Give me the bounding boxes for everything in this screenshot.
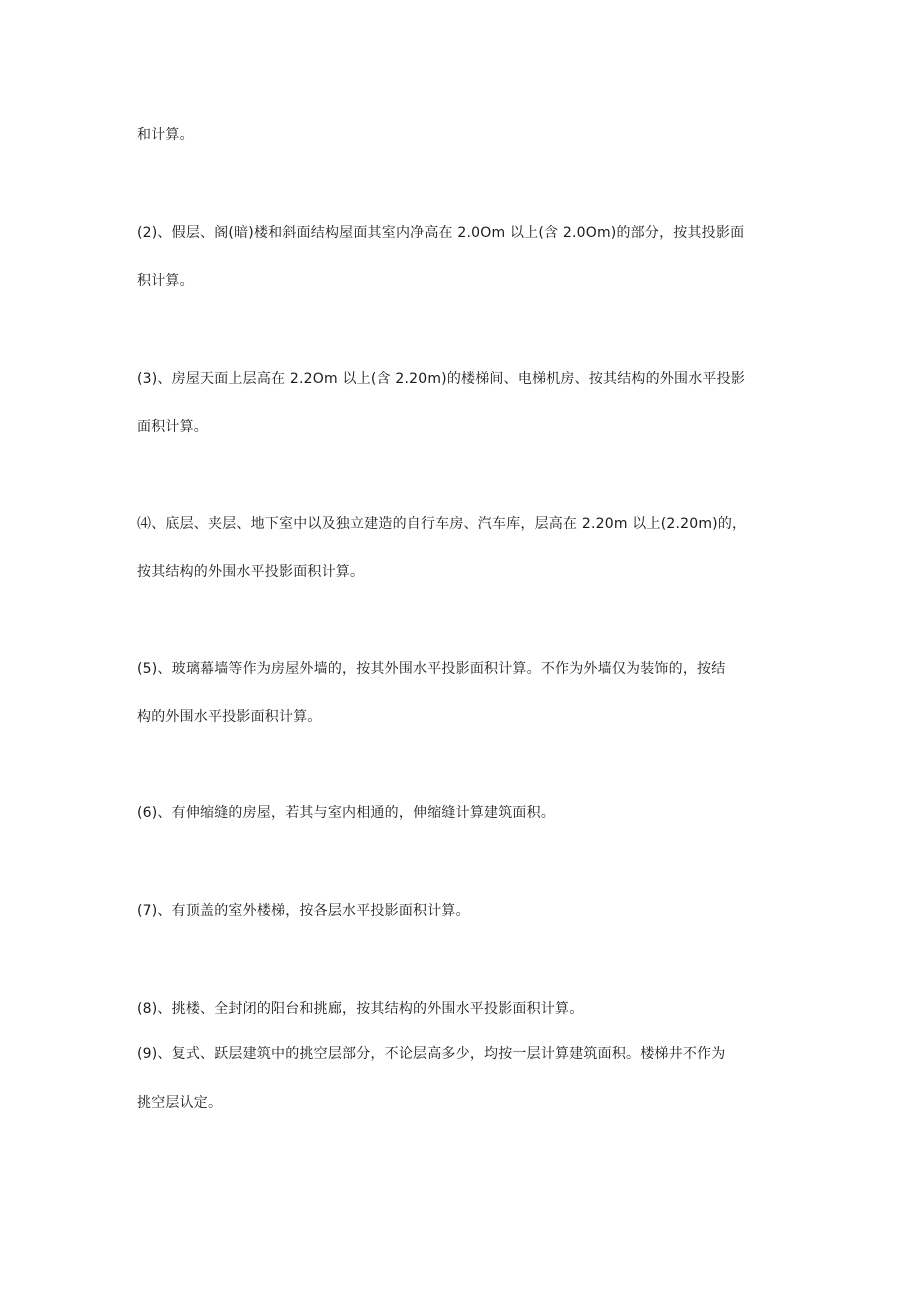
text-line-item-2-cont: 积计算。 bbox=[137, 273, 194, 289]
text-line-item-5: (5)、玻璃幕墙等作为房屋外墙的，按其外围水平投影面积计算。不作为外墙仅为装饰的，按结 bbox=[137, 661, 726, 677]
text-line-item-3: (3)、房屋天面上层高在 2.2Om 以上(含 2.20m)的楼梯间、电梯机房、按其结构的外围水平投影 bbox=[137, 371, 746, 387]
text-line-item-4: ⑷、底层、夹层、地下室中以及独立建造的自行车房、汽车库，层高在 2.20m 以上(2.20m)的， bbox=[137, 516, 747, 532]
text-line-item-6: (6)、有伸缩缝的房屋，若其与室内相通的，伸缩缝计算建筑面积。 bbox=[137, 805, 556, 821]
text-line-item-8: (8)、挑楼、全封闭的阳台和挑廊，按其结构的外围水平投影面积计算。 bbox=[137, 1001, 584, 1017]
text-line-item-2: (2)、假层、阁(暗)楼和斜面结构屋面其室内净高在 2.0Om 以上(含 2.0Om)的部分，按其投影面 bbox=[137, 225, 745, 241]
text-line-item-9: (9)、复式、跃层建筑中的挑空层部分，不论层高多少，均按一层计算建筑面积。楼梯井不作为 bbox=[137, 1046, 726, 1062]
text-line-item-3-cont: 面积计算。 bbox=[137, 419, 208, 435]
text-line-item-5-cont: 构的外围水平投影面积计算。 bbox=[137, 709, 322, 725]
text-line-item-4-cont: 按其结构的外围水平投影面积计算。 bbox=[137, 564, 365, 580]
text-line-item-7: (7)、有顶盖的室外楼梯，按各层水平投影面积计算。 bbox=[137, 903, 470, 919]
text-line-continuation: 和计算。 bbox=[137, 127, 194, 143]
text-line-item-9-cont: 挑空层认定。 bbox=[137, 1095, 223, 1111]
